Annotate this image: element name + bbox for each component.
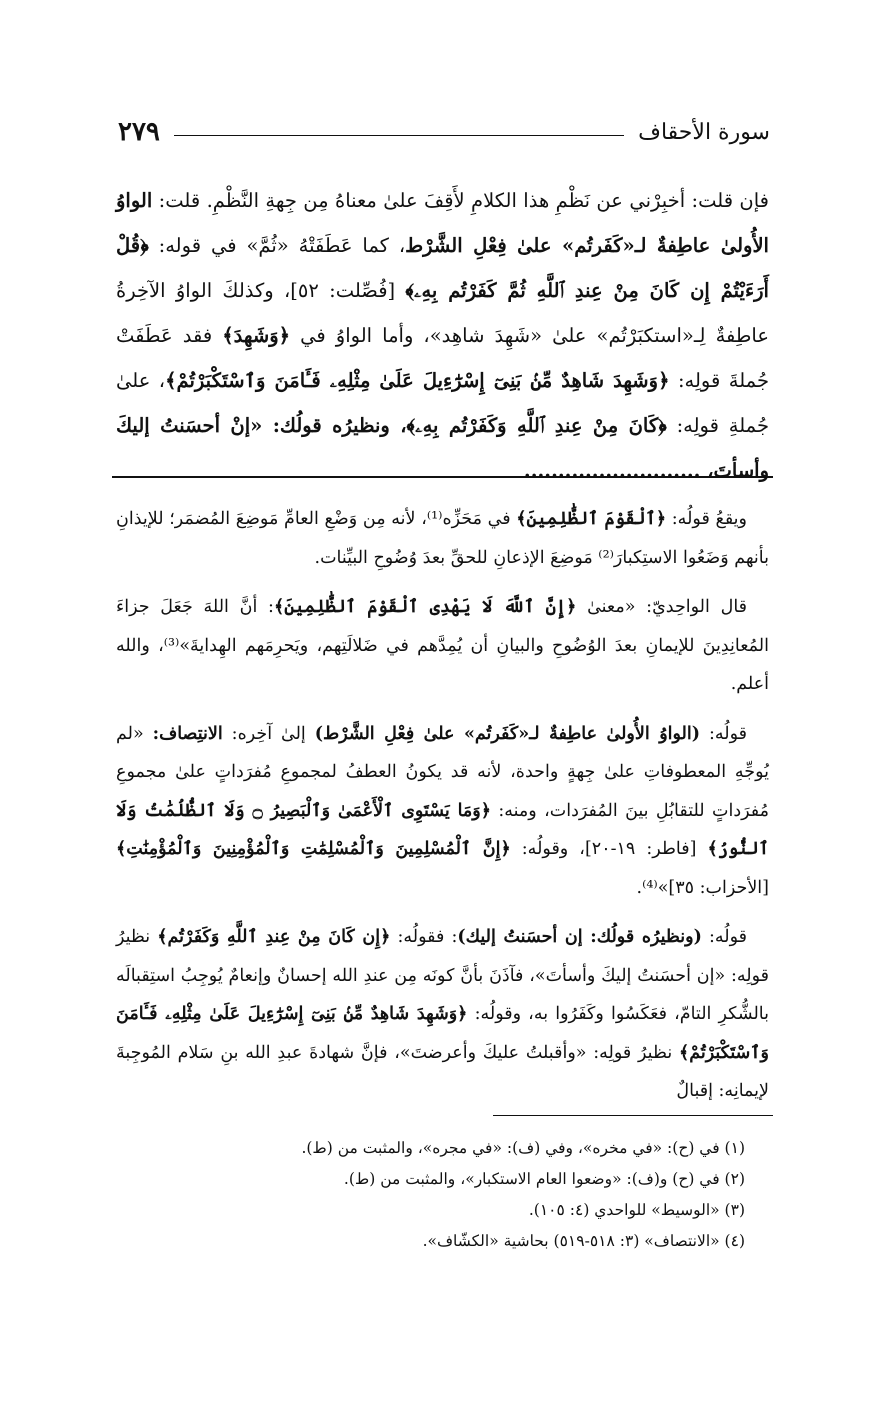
commentary-text: [فاطر: ١٩-٢٠]، وقولُه:: [510, 839, 708, 859]
commentary-text: نظيرُ قولِه: «إن أحسَنتُ إليكَ وأسأتَ»، فآذَنَ بأنَّ كونَه مِن عندِ الله إحسانٌ وإنعامٌ يُوجِبُ استِقبالَه بالشُّكرِ التامّ، فعَكَسُوا وكَفَرُوا به، وقولُه:: [116, 927, 769, 1024]
commentary-text: قال الواحِديّ: «معنىٰ: [576, 597, 748, 617]
quran-verse: ﴿قُلْ أَرَءَيْتُمْ إِن كَانَ مِنْ عِندِ ٱللَّهِ ثُمَّ كَفَرْتُم بِهِۦ﴾: [116, 234, 769, 302]
commentary-text: نظيرُ قولِه: «وأقبلتُ عليكَ وأعرضتَ»، فإنَّ شهادةَ عبدِ الله بنِ سَلام المُوجِبةَ لإيمانِه: إقبالٌ: [116, 1042, 769, 1101]
main-text-segment: ، علىٰ جُملةِ قولِه:: [116, 369, 769, 437]
commentary-paragraph: [116, 588, 769, 704]
main-text-segment: فقد عَطَفَتْ جُملةَ قولِه:: [116, 324, 769, 392]
commentary-text: في مَحَزِّه⁽¹⁾، لأنه مِن وَضْعِ العامِّ مَوضِعَ المُضمَر؛ للإيذانِ بأنهم وَضَعُوا الاستِكبارَ⁽²⁾ مَوضِعَ الإذعانِ للحقِّ بعدَ وُضُوحِ البيِّنات.: [116, 509, 769, 568]
quoted-lemma: (ونظيرُه قولُك: إن أحسَنتُ إليك): [457, 927, 702, 947]
commentary-paragraph: [116, 715, 769, 908]
commentary-text: [الأحزاب: ٣٥]»⁽⁴⁾.: [636, 877, 769, 898]
quran-verse: ﴿ٱلْقَوْمَ ٱلظَّٰلِمِينَ﴾: [516, 509, 667, 529]
main-commentary-divider: [112, 476, 773, 478]
commentary-text: قولُه:: [700, 723, 747, 744]
footnote: (٤) «الانتصاف» (٣: ٥١٨-٥١٩) بحاشية «الكشّاف».: [422, 1232, 745, 1250]
main-text-segment: ، كما عَطَفَتْهُ «ثُمَّ» في قوله:: [148, 234, 406, 257]
footnote: (١) في (ح): «في مخره»، وفي (ف): «في مجره»، والمثبت من (ط).: [301, 1139, 745, 1157]
footnote: (٣) «الوسيط» للواحدي (٤: ١٠٥).: [528, 1201, 745, 1219]
footnote: (٢) في (ح) و(ف): «وضعوا العام الاستكبار»، والمثبت من (ط).: [343, 1170, 745, 1188]
commentary-text: قولُه:: [701, 927, 748, 947]
quran-verse: ﴿إِنَّ ٱلْمُسْلِمِينَ وَٱلْمُسْلِمَٰتِ وَٱلْمُؤْمِنِينَ وَٱلْمُؤْمِنَٰتِ﴾: [116, 839, 511, 859]
main-text-segment: ، ونظيرُه قولُك: «إنْ أحسَنتُ إليكَ وأسأتَ، ..........................: [116, 414, 769, 482]
footnotes: [116, 1133, 745, 1257]
commentary-paragraph: [116, 500, 769, 577]
main-text-segment: فإن قلت: أخبِرْني عن نَظْمِ هذا الكلامِ لأَقِفَ علىٰ معناهُ مِن جِهةِ النَّظْمِ. قلت:: [152, 189, 769, 212]
commentary-paragraph: [116, 918, 769, 1111]
running-title: سورة الأحقاف: [638, 119, 770, 145]
quran-verse: ﴿وَمَا يَسْتَوِى ٱلْأَعْمَىٰ وَٱلْبَصِيرُ ۝ وَلَا ٱلظُّلُمَٰتُ وَلَا ٱلنُّورُ﴾: [116, 800, 769, 859]
quran-verse: ﴿كَانَ مِنْ عِندِ ٱللَّهِ وَكَفَرْتُم بِهِۦ﴾: [406, 414, 667, 437]
source-label: الانتِصاف:: [152, 723, 223, 744]
quran-verse: ﴿إِن كَانَ مِنْ عِندِ ٱللَّهِ وَكَفَرْتُم﴾: [157, 927, 391, 947]
header-rule: [174, 135, 624, 136]
main-text: [116, 178, 769, 493]
quran-verse: ﴿إِنَّ ٱللَّهَ لَا يَهْدِى ٱلْقَوْمَ ٱلظَّٰلِمِينَ﴾: [273, 597, 577, 617]
quran-verse: ﴿وَشَهِدَ شَاهِدٌ مِّنۢ بَنِىٓ إِسْرَٰٓءِيلَ عَلَىٰ مِثْلِهِۦ فَـَٔامَنَ وَٱسْتَكْبَرْتُمْ﴾: [116, 1004, 769, 1063]
quran-verse: ﴿وَشَهِدَ شَاهِدٌ مِّنۢ بَنِىٓ إِسْرَٰٓءِيلَ عَلَىٰ مِثْلِهِۦ فَـَٔامَنَ وَٱسْتَكْبَرْتُمْ﴾: [165, 369, 670, 392]
commentary-text: «لم يُوجِّهِ المعطوفاتِ علىٰ جِهةٍ واحدة، لأنه قد يكونُ العطفُ لمجموعِ مُفرَداتٍ علىٰ مجموعِ مُفرَداتٍ للتقابُلِ بينَ المُفرَدات، ومنه:: [116, 723, 769, 821]
main-bold-phrase: الواوُ الأُولىٰ عاطِفةٌ لـ«كَفَرتُم» علىٰ فِعْلِ الشَّرْط: [116, 189, 769, 257]
commentary-text: ويقعُ قولُه:: [666, 509, 747, 529]
commentary-section: [116, 500, 769, 1122]
footnote-divider: [493, 1115, 773, 1116]
page-number: ٢٧٩: [118, 117, 160, 147]
page-header: [118, 114, 770, 150]
commentary-text: : فقولُه:: [390, 927, 458, 947]
commentary-text: : أنَّ اللهَ جَعَلَ جزاءَ المُعانِدِينَ للإيمانِ بعدَ الوُضُوحِ والبيانِ أن يُمِدَّهم في ضَلالَتِهم، ويَحرِمَهم الهِدايةَ»⁽³⁾، والله أعلم.: [116, 597, 769, 694]
main-text-segment: [فُصِّلت: ٥٢]، وكذلكَ الواوُ الآخِرةُ عاطِفةٌ لِـ«استكبَرْتُم» علىٰ «شَهِدَ شاهِد»، وأما الواوُ في: [116, 279, 769, 347]
quoted-lemma: (الواوُ الأُولىٰ عاطِفةٌ لـ«كَفَرتُم» علىٰ فِعْلِ الشَّرْط): [314, 723, 701, 744]
commentary-text: إلىٰ آخِره:: [222, 723, 315, 744]
quran-verse: ﴿وَشَهِدَ﴾: [222, 324, 291, 347]
